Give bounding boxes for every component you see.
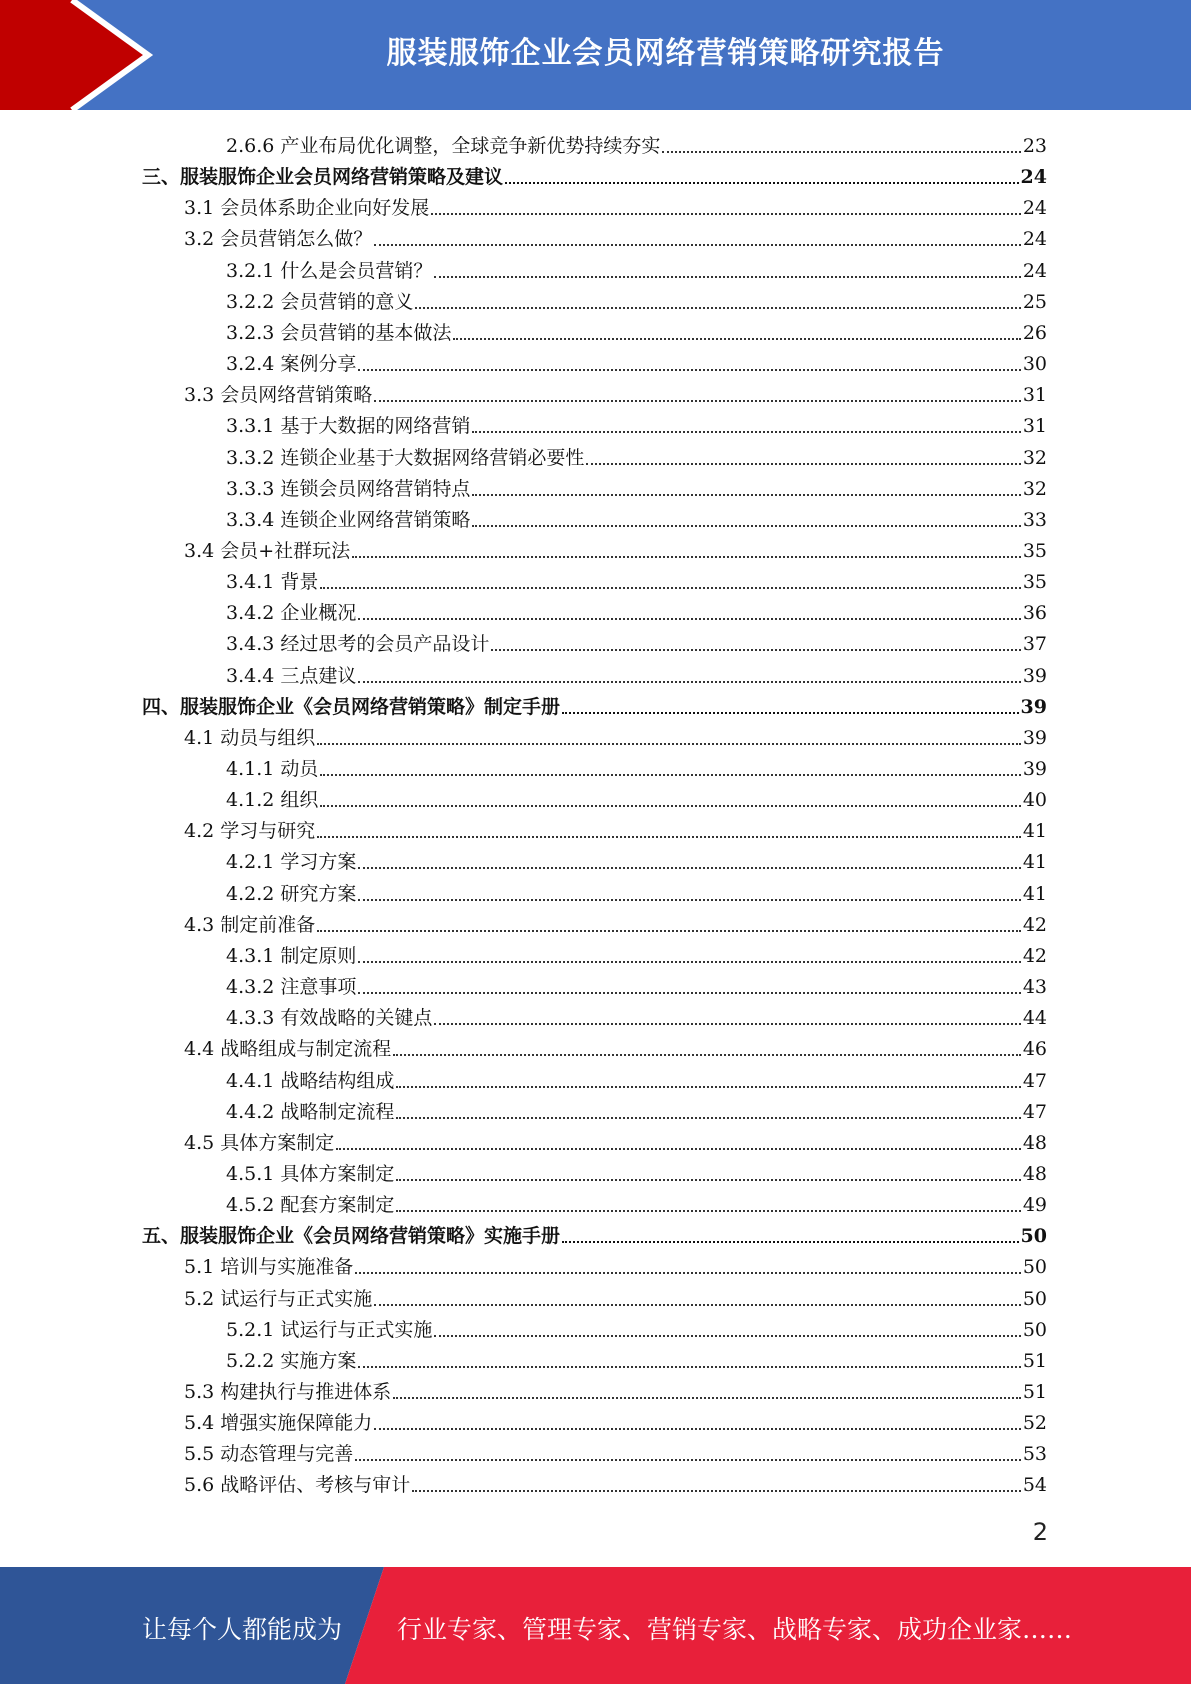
toc-entry-label: 3.3.3 连锁会员网络营销特点 [226,477,471,500]
toc-entry-label: 3.3.2 连锁企业基于大数据网络营销必要性 [226,446,585,469]
toc-entry-page: 54 [1022,1474,1047,1497]
toc-dot-leader [562,1240,1019,1243]
toc-entry-label: 4.4 战略组成与制定流程 [184,1038,392,1061]
toc-entry-page: 42 [1022,913,1047,936]
toc-entry-page: 23 [1022,135,1047,157]
toc-entry[interactable] [226,843,1047,874]
toc-entry[interactable] [226,439,1047,470]
toc-entry[interactable] [184,532,1047,563]
toc-dot-leader [358,617,1020,620]
toc-entry-label: 4.3.3 有效战略的关键点 [226,1007,433,1030]
toc-entry-page: 31 [1022,384,1047,407]
toc-entry-label: 4.1.1 动员 [226,758,319,780]
toc-dot-leader [320,804,1020,807]
toc-dot-leader [374,1303,1021,1306]
toc-entry[interactable] [226,968,1047,999]
toc-entry[interactable] [184,906,1047,937]
toc-dot-leader [434,1334,1020,1337]
toc-entry-label: 5.2.2 实施方案 [226,1349,357,1372]
toc-entry-page: 50 [1022,1256,1047,1279]
toc-dot-leader [586,462,1020,465]
toc-entry-label: 4.5 具体方案制定 [184,1131,335,1154]
toc-entry-label: 3.2.4 案例分享 [226,353,357,376]
toc-entry[interactable] [226,563,1047,594]
toc-entry-label: 4.5.2 配套方案制定 [226,1194,395,1217]
toc-dot-leader [396,1085,1020,1088]
toc-entry-page: 43 [1022,976,1047,999]
footer-slogan-left: 让每个人都能成为 [142,1615,343,1644]
toc-entry-label: 5.2.1 试运行与正式实施 [226,1318,433,1341]
toc-entry[interactable] [226,625,1047,656]
toc-entry[interactable] [226,594,1047,625]
toc-dot-leader [374,243,1021,246]
toc-entry[interactable] [184,189,1047,220]
toc-entry-label: 5.5 动态管理与完善 [184,1443,354,1466]
toc-entry[interactable] [226,314,1047,345]
toc-entry-page: 51 [1022,1381,1047,1403]
toc-entry-label: 5.2 试运行与正式实施 [184,1287,373,1310]
toc-entry-label: 5.6 战略评估、考核与审计 [184,1474,411,1497]
toc-dot-leader [358,680,1020,683]
toc-entry-page: 48 [1022,1131,1047,1154]
toc-dot-leader [393,1396,1021,1399]
toc-dot-leader [320,586,1020,589]
toc-dot-leader [358,866,1020,869]
toc-entry[interactable] [226,750,1047,781]
toc-entry-label: 4.2 学习与研究 [184,820,316,843]
toc-entry-page: 44 [1022,1007,1047,1030]
toc-entry[interactable] [226,781,1047,812]
toc-entry-page: 39 [1020,695,1047,718]
toc-dot-leader [434,1022,1020,1025]
toc-dot-leader [358,991,1020,994]
toc-entry-label: 3.3.4 连锁企业网络营销策略 [226,508,471,531]
toc-entry-page: 50 [1020,1225,1047,1248]
toc-entry-page: 53 [1022,1443,1047,1466]
toc-entry-label: 3.4.4 三点建议 [226,664,357,687]
toc-entry-page: 35 [1022,571,1047,594]
toc-entry-page: 33 [1022,508,1047,531]
toc-entry-label: 4.3 制定前准备 [184,913,316,936]
toc-entry[interactable] [226,657,1047,688]
toc-dot-leader [358,898,1020,901]
page-header [0,0,1191,110]
toc-entry-label: 3.2 会员营销怎么做？ [184,228,373,251]
toc-dot-leader [562,711,1019,714]
toc-entry[interactable] [184,1248,1047,1279]
toc-dot-leader [453,337,1020,340]
toc-dot-leader [393,1053,1021,1056]
toc-entry-page: 24 [1022,197,1047,220]
toc-entry[interactable] [226,407,1047,438]
toc-dot-leader [358,368,1020,371]
toc-entry-label: 4.5.1 具体方案制定 [226,1162,395,1185]
toc-entry-label: 4.2.1 学习方案 [226,851,357,874]
toc-entry-label: 3.3.1 基于大数据的网络营销 [226,415,471,438]
toc-entry[interactable] [142,1217,1047,1248]
toc-entry-page: 24 [1022,228,1047,251]
toc-dot-leader [431,212,1021,215]
toc-dot-leader [317,929,1021,932]
toc-entry-page: 47 [1022,1100,1047,1123]
toc-entry[interactable] [184,1124,1047,1155]
toc-dot-leader [472,430,1020,433]
toc-entry-label: 5.3 构建执行与推进体系 [184,1381,392,1403]
toc-entry[interactable] [226,1093,1047,1124]
toc-entry-label: 3.4.3 经过思考的会员产品设计 [226,633,490,656]
toc-entry-label: 2.6.6 产业布局优化调整，全球竞争新优势持续夯实 [226,135,661,157]
toc-entry[interactable] [226,127,1047,158]
toc-entry-label: 4.3.2 注意事项 [226,976,357,999]
toc-dot-leader [374,399,1021,402]
page-number: 2 [1032,1518,1048,1546]
toc-dot-leader [472,493,1020,496]
toc-dot-leader [472,524,1020,527]
toc-dot-leader [396,1209,1020,1212]
toc-dot-leader [336,1147,1021,1150]
toc-entry-page: 39 [1022,726,1047,749]
toc-entry-page: 50 [1022,1287,1047,1310]
toc-entry[interactable] [226,1062,1047,1093]
toc-entry[interactable] [184,812,1047,843]
toc-entry[interactable] [184,1373,1047,1404]
toc-entry-page: 41 [1022,882,1047,905]
toc-dot-leader [505,181,1019,184]
toc-entry-page: 52 [1022,1412,1047,1435]
toc-entry[interactable] [226,999,1047,1030]
toc-entry-label: 3.2.3 会员营销的基本做法 [226,321,452,344]
toc-dot-leader [355,1271,1021,1274]
toc-entry[interactable] [226,345,1047,376]
toc-entry[interactable] [184,719,1047,750]
toc-entry-label: 五、服装服饰企业《会员网络营销策略》实施手册 [142,1225,561,1248]
toc-entry-page: 51 [1022,1349,1047,1372]
toc-entry-page: 26 [1022,321,1047,344]
toc-entry-label: 四、服装服饰企业《会员网络营销策略》制定手册 [142,695,561,718]
toc-entry[interactable] [226,937,1047,968]
header-title: 服装服饰企业会员网络营销策略研究报告 [386,36,945,71]
toc-entry-page: 25 [1022,290,1047,313]
toc-entry[interactable] [226,252,1047,283]
toc-entry[interactable] [184,1030,1047,1061]
toc-entry[interactable] [184,1435,1047,1466]
toc-entry-label: 4.3.1 制定原则 [226,944,357,967]
toc-entry[interactable] [226,1311,1047,1342]
toc-entry-page: 50 [1022,1318,1047,1341]
toc-dot-leader [317,835,1021,838]
toc-entry-label: 3.4 会员+社群玩法 [184,539,351,562]
toc-entry[interactable] [184,220,1047,251]
toc-dot-leader [320,773,1020,776]
toc-entry-label: 3.2.1 什么是会员营销？ [226,259,433,282]
toc-entry-page: 46 [1022,1038,1047,1061]
toc-dot-leader [352,555,1021,558]
toc-entry-label: 3.4.2 企业概况 [226,602,357,625]
toc-entry-page: 24 [1020,166,1047,189]
toc-entry-label: 4.4.2 战略制定流程 [226,1100,395,1123]
toc-dot-leader [491,648,1020,651]
toc-entry-page: 37 [1022,633,1047,656]
toc-entry-page: 30 [1022,353,1047,376]
toc-entry-label: 3.1 会员体系助企业向好发展 [184,197,430,220]
toc-entry-page: 24 [1022,259,1047,282]
toc-entry[interactable] [184,1404,1047,1435]
toc-entry-label: 3.2.2 会员营销的意义 [226,290,414,313]
toc-entry[interactable] [226,501,1047,532]
toc-dot-leader [396,1116,1020,1119]
toc-entry-page: 48 [1022,1162,1047,1185]
toc-entry-label: 5.1 培训与实施准备 [184,1256,354,1279]
footer-slogan-right: 行业专家、管理专家、营销专家、战略专家、成功企业家…… [397,1615,1073,1644]
toc-entry[interactable] [142,158,1047,189]
toc-dot-leader [317,742,1021,745]
toc-entry-page: 32 [1022,477,1047,500]
toc-dot-leader [374,1427,1021,1430]
toc-entry-page: 40 [1022,789,1047,812]
toc-entry-page: 36 [1022,602,1047,625]
toc-entry[interactable] [226,1342,1047,1373]
toc-entry[interactable] [184,1466,1047,1497]
toc-entry-page: 47 [1022,1069,1047,1092]
toc-entry[interactable] [226,283,1047,314]
toc-entry[interactable] [226,470,1047,501]
toc-entry[interactable] [184,1280,1047,1311]
toc-entry-label: 4.2.2 研究方案 [226,882,357,905]
toc-entry-label: 三、服装服饰企业会员网络营销策略及建议 [142,166,504,189]
toc-dot-leader [415,306,1020,309]
toc-entry-page: 49 [1022,1194,1047,1217]
toc-entry[interactable] [226,875,1047,906]
toc-entry[interactable] [226,1155,1047,1186]
toc-entry-page: 41 [1022,820,1047,843]
toc-dot-leader [396,1178,1020,1181]
toc-dot-leader [434,275,1020,278]
toc-entry-page: 41 [1022,851,1047,874]
toc-dot-leader [358,1365,1020,1368]
toc-entry-label: 3.3 会员网络营销策略 [184,384,373,407]
header-chevron-red [0,0,148,110]
toc-entry[interactable] [226,1186,1047,1217]
toc-dot-leader [412,1489,1021,1492]
toc-dot-leader [355,1458,1021,1461]
toc-entry-page: 39 [1022,664,1047,687]
toc-entry[interactable] [142,688,1047,719]
toc-entry-label: 5.4 增强实施保障能力 [184,1412,373,1435]
toc-entry-page: 32 [1022,446,1047,469]
toc-entry-page: 35 [1022,539,1047,562]
toc-dot-leader [358,960,1020,963]
toc-entry-label: 4.4.1 战略结构组成 [226,1069,395,1092]
toc-entry[interactable] [184,376,1047,407]
page-footer [0,1567,1191,1684]
toc-dot-leader [662,150,1020,153]
toc-entry-page: 42 [1022,944,1047,967]
toc-entry-label: 3.4.1 背景 [226,571,319,594]
toc-entry-page: 39 [1022,758,1047,780]
toc-entry-page: 31 [1022,415,1047,438]
toc-entry-label: 4.1 动员与组织 [184,726,316,749]
toc-entry-label: 4.1.2 组织 [226,789,319,812]
